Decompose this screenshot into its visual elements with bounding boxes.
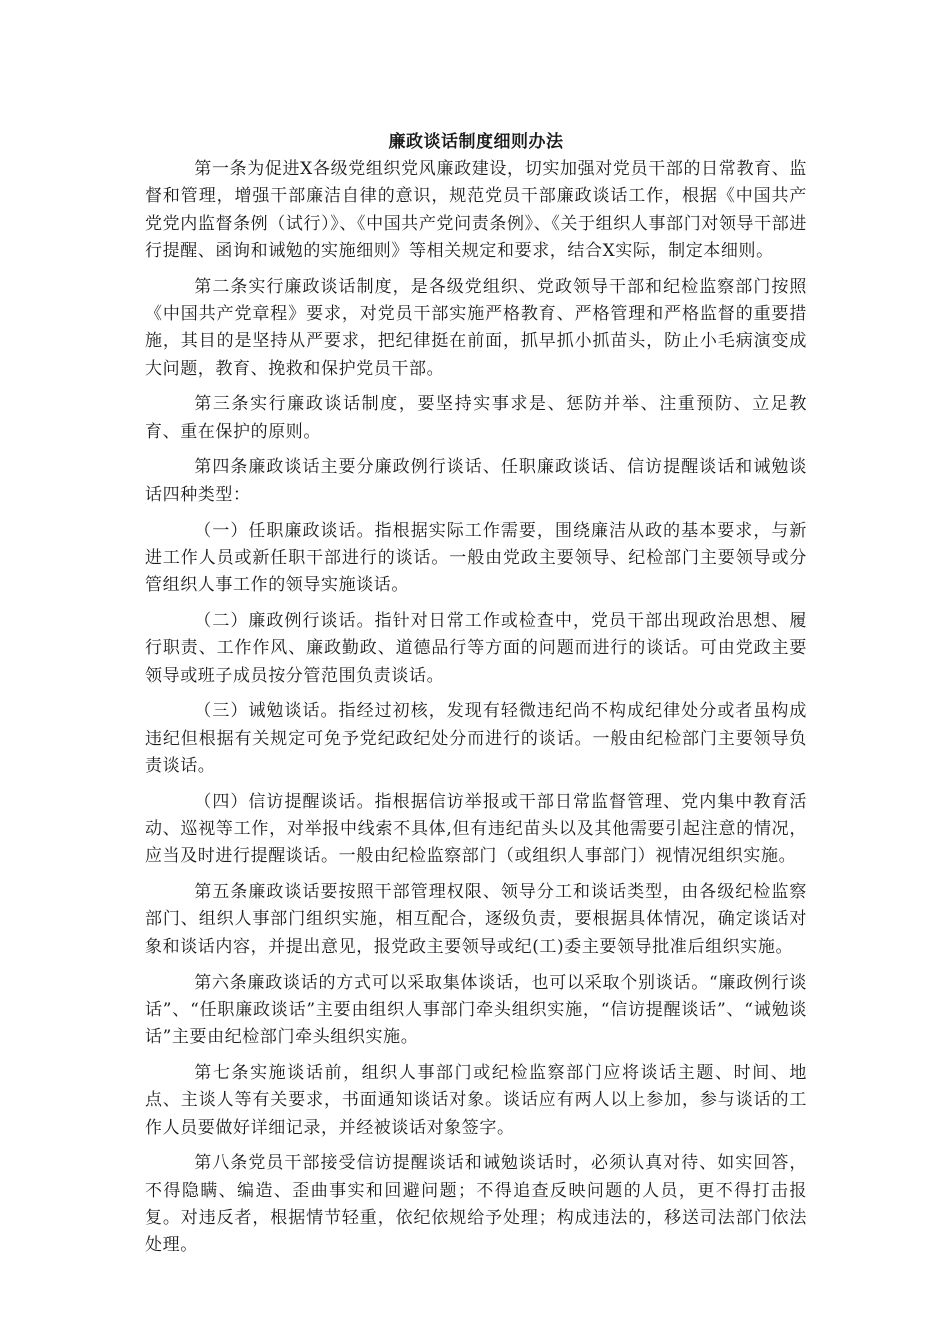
article-6: 第六条廉政谈话的方式可以采取集体谈话，也可以采取个别谈话。“廉政例行谈话”、“任职廉政谈话”主要由组织人事部门牵头组织实施，“信访提醒谈话”、“诫勉谈话”主要由纪检部门牵头组织实施。 (145, 972, 807, 1048)
article-4-item-1: （一）任职廉政谈话。指根据实际工作需要，围绕廉洁从政的基本要求，与新进工作人员或新任职干部进行的谈话。一般由党政主要领导、纪检部门主要领导或分管组织人事工作的领导实施谈话。 (145, 520, 807, 596)
article-1: 第一条为促进X各级党组织党风廉政建设，切实加强对党员干部的日常教育、监督和管理，增强干部廉洁自律的意识，规范党员干部廉政谈话工作，根据《中国共产党党内监督条例（试行）》、《中国共产党问责条例》、《关于组织人事部门对领导干部进行提醒、函询和诫勉的实施细则》等相关规定和要求，结合X实际，制定本细则。 (145, 159, 807, 261)
article-2: 第二条实行廉政谈话制度，是各级党组织、党政领导干部和纪检监察部门按照《中国共产党章程》要求，对党员干部实施严格教育、严格管理和严格监督的重要措施，其目的是坚持从严要求，把纪律挺在前面，抓早抓小抓苗头，防止小毛病演变成大问题，教育、挽救和保护党员干部。 (145, 276, 807, 379)
article-4-item-4: （四）信访提醒谈话。指根据信访举报或干部日常监督管理、党内集中教育活动、巡视等工作，对举报中线索不具体,但有违纪苗头以及其他需要引起注意的情况，应当及时进行提醒谈话。一般由纪检监察部门（或组织人事部门）视情况组织实施。 (145, 791, 807, 867)
article-7: 第七条实施谈话前，组织人事部门或纪检监察部门应将谈话主题、时间、地点、主谈人等有关要求，书面通知谈话对象。谈话应有两人以上参加，参与谈话的工作人员要做好详细记录，并经被谈话对象签字。 (145, 1062, 807, 1138)
article-4-item-3: （三）诫勉谈话。指经过初核，发现有轻微违纪尚不构成纪律处分或者虽构成违纪但根据有关规定可免予党纪政纪处分而进行的谈话。一般由纪检部门主要领导负责谈话。 (145, 701, 807, 776)
document-title: 廉政谈话制度细则办法 (388, 132, 564, 152)
article-4-item-2: （二）廉政例行谈话。指针对日常工作或检查中，党员干部出现政治思想、履行职责、工作作风、廉政勤政、道德品行等方面的问题而进行的谈话。可由党政主要领导或班子成员按分管范围负责谈话。 (145, 610, 807, 686)
article-4: 第四条廉政谈话主要分廉政例行谈话、任职廉政谈话、信访提醒谈话和诫勉谈话四种类型： (145, 457, 807, 505)
document-page (145, 128, 807, 1268)
article-8: 第八条党员干部接受信访提醒谈话和诫勉谈话时，必须认真对待、如实回答，不得隐瞒、编造、歪曲事实和回避问题；不得追查反映问题的人员，更不得打击报复。对违反者，根据情节轻重，依纪依规给予处理；构成违法的，移送司法部门依法处理。 (145, 1153, 807, 1256)
article-3: 第三条实行廉政谈话制度，要坚持实事求是、惩防并举、注重预防、立足教育、重在保护的原则。 (145, 394, 807, 442)
article-5: 第五条廉政谈话要按照干部管理权限、领导分工和谈话类型，由各级纪检监察部门、组织人事部门组织实施，相互配合，逐级负责，要根据具体情况，确定谈话对象和谈话内容，并提出意见，报党政主要领导或纪(工)委主要领导批准后组织实施。 (145, 882, 807, 957)
